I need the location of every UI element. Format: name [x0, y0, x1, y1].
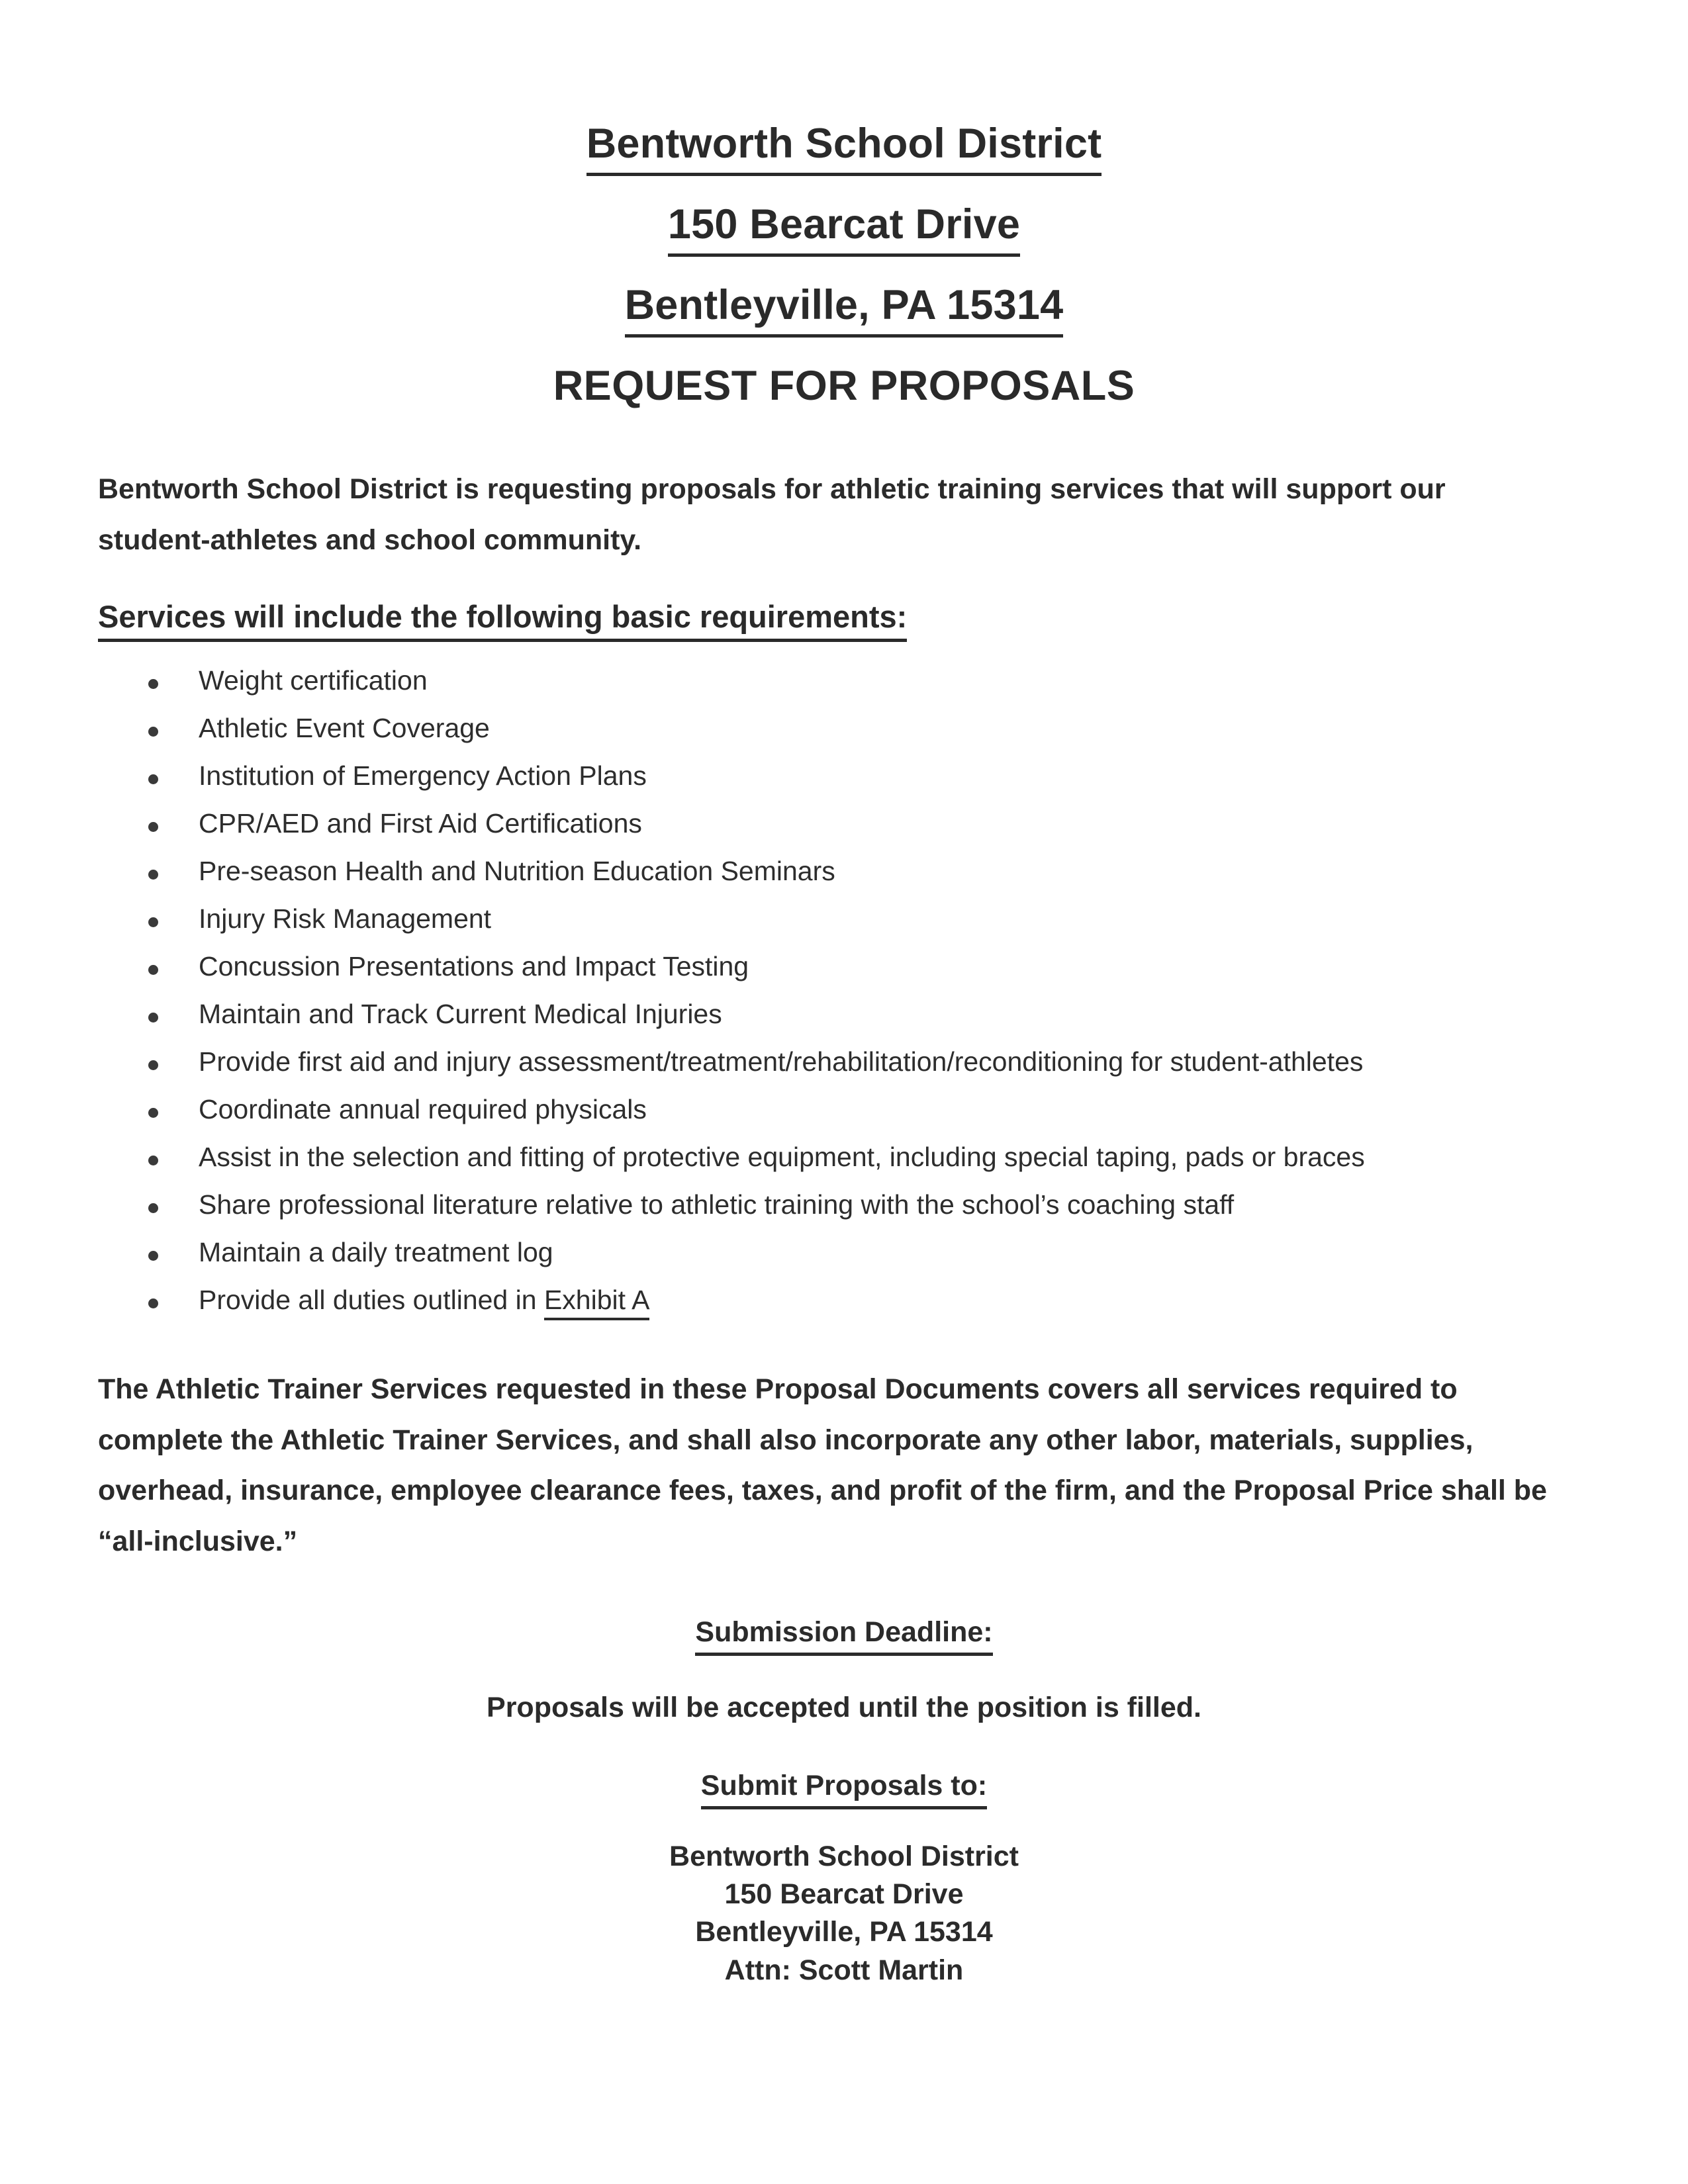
document-content-column — [98, 0, 1590, 1989]
submit-address-line-district: Bentworth School District — [669, 1841, 1019, 1873]
bullet-icon — [148, 822, 158, 832]
bullet-icon — [148, 1013, 158, 1023]
letterhead-line-city-state-zip — [98, 282, 1590, 328]
page-title: REQUEST FOR PROPOSALS — [553, 363, 1135, 409]
submission-block — [98, 1615, 1590, 1803]
list-item-label: Weight certification — [199, 665, 428, 696]
list-item — [98, 1096, 1590, 1123]
list-item — [98, 1191, 1590, 1218]
bullet-icon — [148, 1060, 158, 1070]
letterhead-line-street — [98, 201, 1590, 248]
bullet-icon — [148, 870, 158, 880]
list-item — [98, 762, 1590, 790]
submission-deadline-text: Proposals will be accepted until the position is filled. — [487, 1691, 1201, 1723]
list-item-label: Provide first aid and injury assessment/treatment/rehabilitation/reconditioning for student-athletes — [199, 1046, 1364, 1077]
submit-address-line-city-state-zip: Bentleyville, PA 15314 — [695, 1916, 993, 1948]
list-item-label: Maintain and Track Current Medical Injuries — [199, 999, 722, 1030]
list-item — [98, 667, 1590, 694]
list-item-label: CPR/AED and First Aid Certifications — [199, 808, 642, 839]
list-item-label: Provide all duties outlined in — [199, 1285, 544, 1316]
bullet-icon — [148, 917, 158, 927]
letterhead-line-city-state-zip-text: Bentleyville, PA 15314 — [625, 282, 1064, 338]
bullet-icon — [148, 1203, 158, 1213]
submit-address-block — [98, 1838, 1590, 1989]
bullet-icon — [148, 1108, 158, 1118]
list-item-label: Injury Risk Management — [199, 903, 492, 934]
list-item — [98, 810, 1590, 837]
list-item — [98, 1048, 1590, 1075]
list-item — [98, 858, 1590, 885]
letterhead-line-street-text: 150 Bearcat Drive — [668, 201, 1020, 257]
bullet-icon — [148, 727, 158, 737]
list-item-label: Institution of Emergency Action Plans — [199, 760, 647, 792]
list-item-label: Concussion Presentations and Impact Testing — [199, 951, 749, 982]
requirements-section-heading-text: Services will include the following basic requirements: — [98, 599, 907, 642]
requirements-section-heading — [98, 596, 1590, 637]
bullet-icon — [148, 965, 158, 975]
submit-proposals-label — [98, 1769, 1590, 1803]
submit-address-line-street: 150 Bearcat Drive — [724, 1878, 964, 1911]
submission-deadline-label — [98, 1615, 1590, 1650]
letterhead-line-district — [98, 120, 1590, 167]
submit-proposals-label-text: Submit Proposals to: — [701, 1770, 987, 1809]
list-item-label: Share professional literature relative to athletic training with the school’s coaching staff — [199, 1189, 1235, 1220]
list-item-label: Coordinate annual required physicals — [199, 1094, 647, 1125]
list-item — [98, 1144, 1590, 1171]
list-item — [98, 1239, 1590, 1266]
letterhead-line-district-text: Bentworth School District — [586, 120, 1102, 176]
list-item — [98, 715, 1590, 742]
list-item — [98, 1001, 1590, 1028]
list-item-label: Pre-season Health and Nutrition Education Seminars — [199, 856, 835, 887]
list-item-label: Athletic Event Coverage — [199, 713, 490, 744]
list-item-exhibit-a — [98, 1287, 1590, 1314]
bullet-icon — [148, 1251, 158, 1261]
bullet-icon — [148, 774, 158, 784]
submit-address-line-attn: Attn: Scott Martin — [724, 1954, 964, 1986]
list-item-label: Maintain a daily treatment log — [199, 1237, 553, 1268]
letterhead-title-block — [98, 0, 1590, 407]
list-item — [98, 905, 1590, 933]
exhibit-a-reference: Exhibit A — [544, 1285, 650, 1320]
bullet-icon — [148, 1298, 158, 1308]
bullet-icon — [148, 1156, 158, 1165]
closing-paragraph: The Athletic Trainer Services requested in these Proposal Documents covers all services required to complete the Athletic Trainer Services, and shall also incorporate any other labor, materials, supplies, overhead, insurance, employee clearance fees, taxes, and profit of the firm, and the Proposal Price shall be “all-inclusive.” — [98, 1373, 1547, 1557]
submission-deadline-label-text: Submission Deadline: — [695, 1616, 992, 1656]
list-item-label: Assist in the selection and fitting of protective equipment, including special taping, pads or braces — [199, 1142, 1365, 1173]
bullet-icon — [148, 679, 158, 689]
list-item — [98, 953, 1590, 980]
requirements-list — [98, 667, 1590, 1314]
intro-paragraph: Bentworth School District is requesting proposals for athletic training services that will support our student-athletes and school community. — [98, 473, 1446, 556]
